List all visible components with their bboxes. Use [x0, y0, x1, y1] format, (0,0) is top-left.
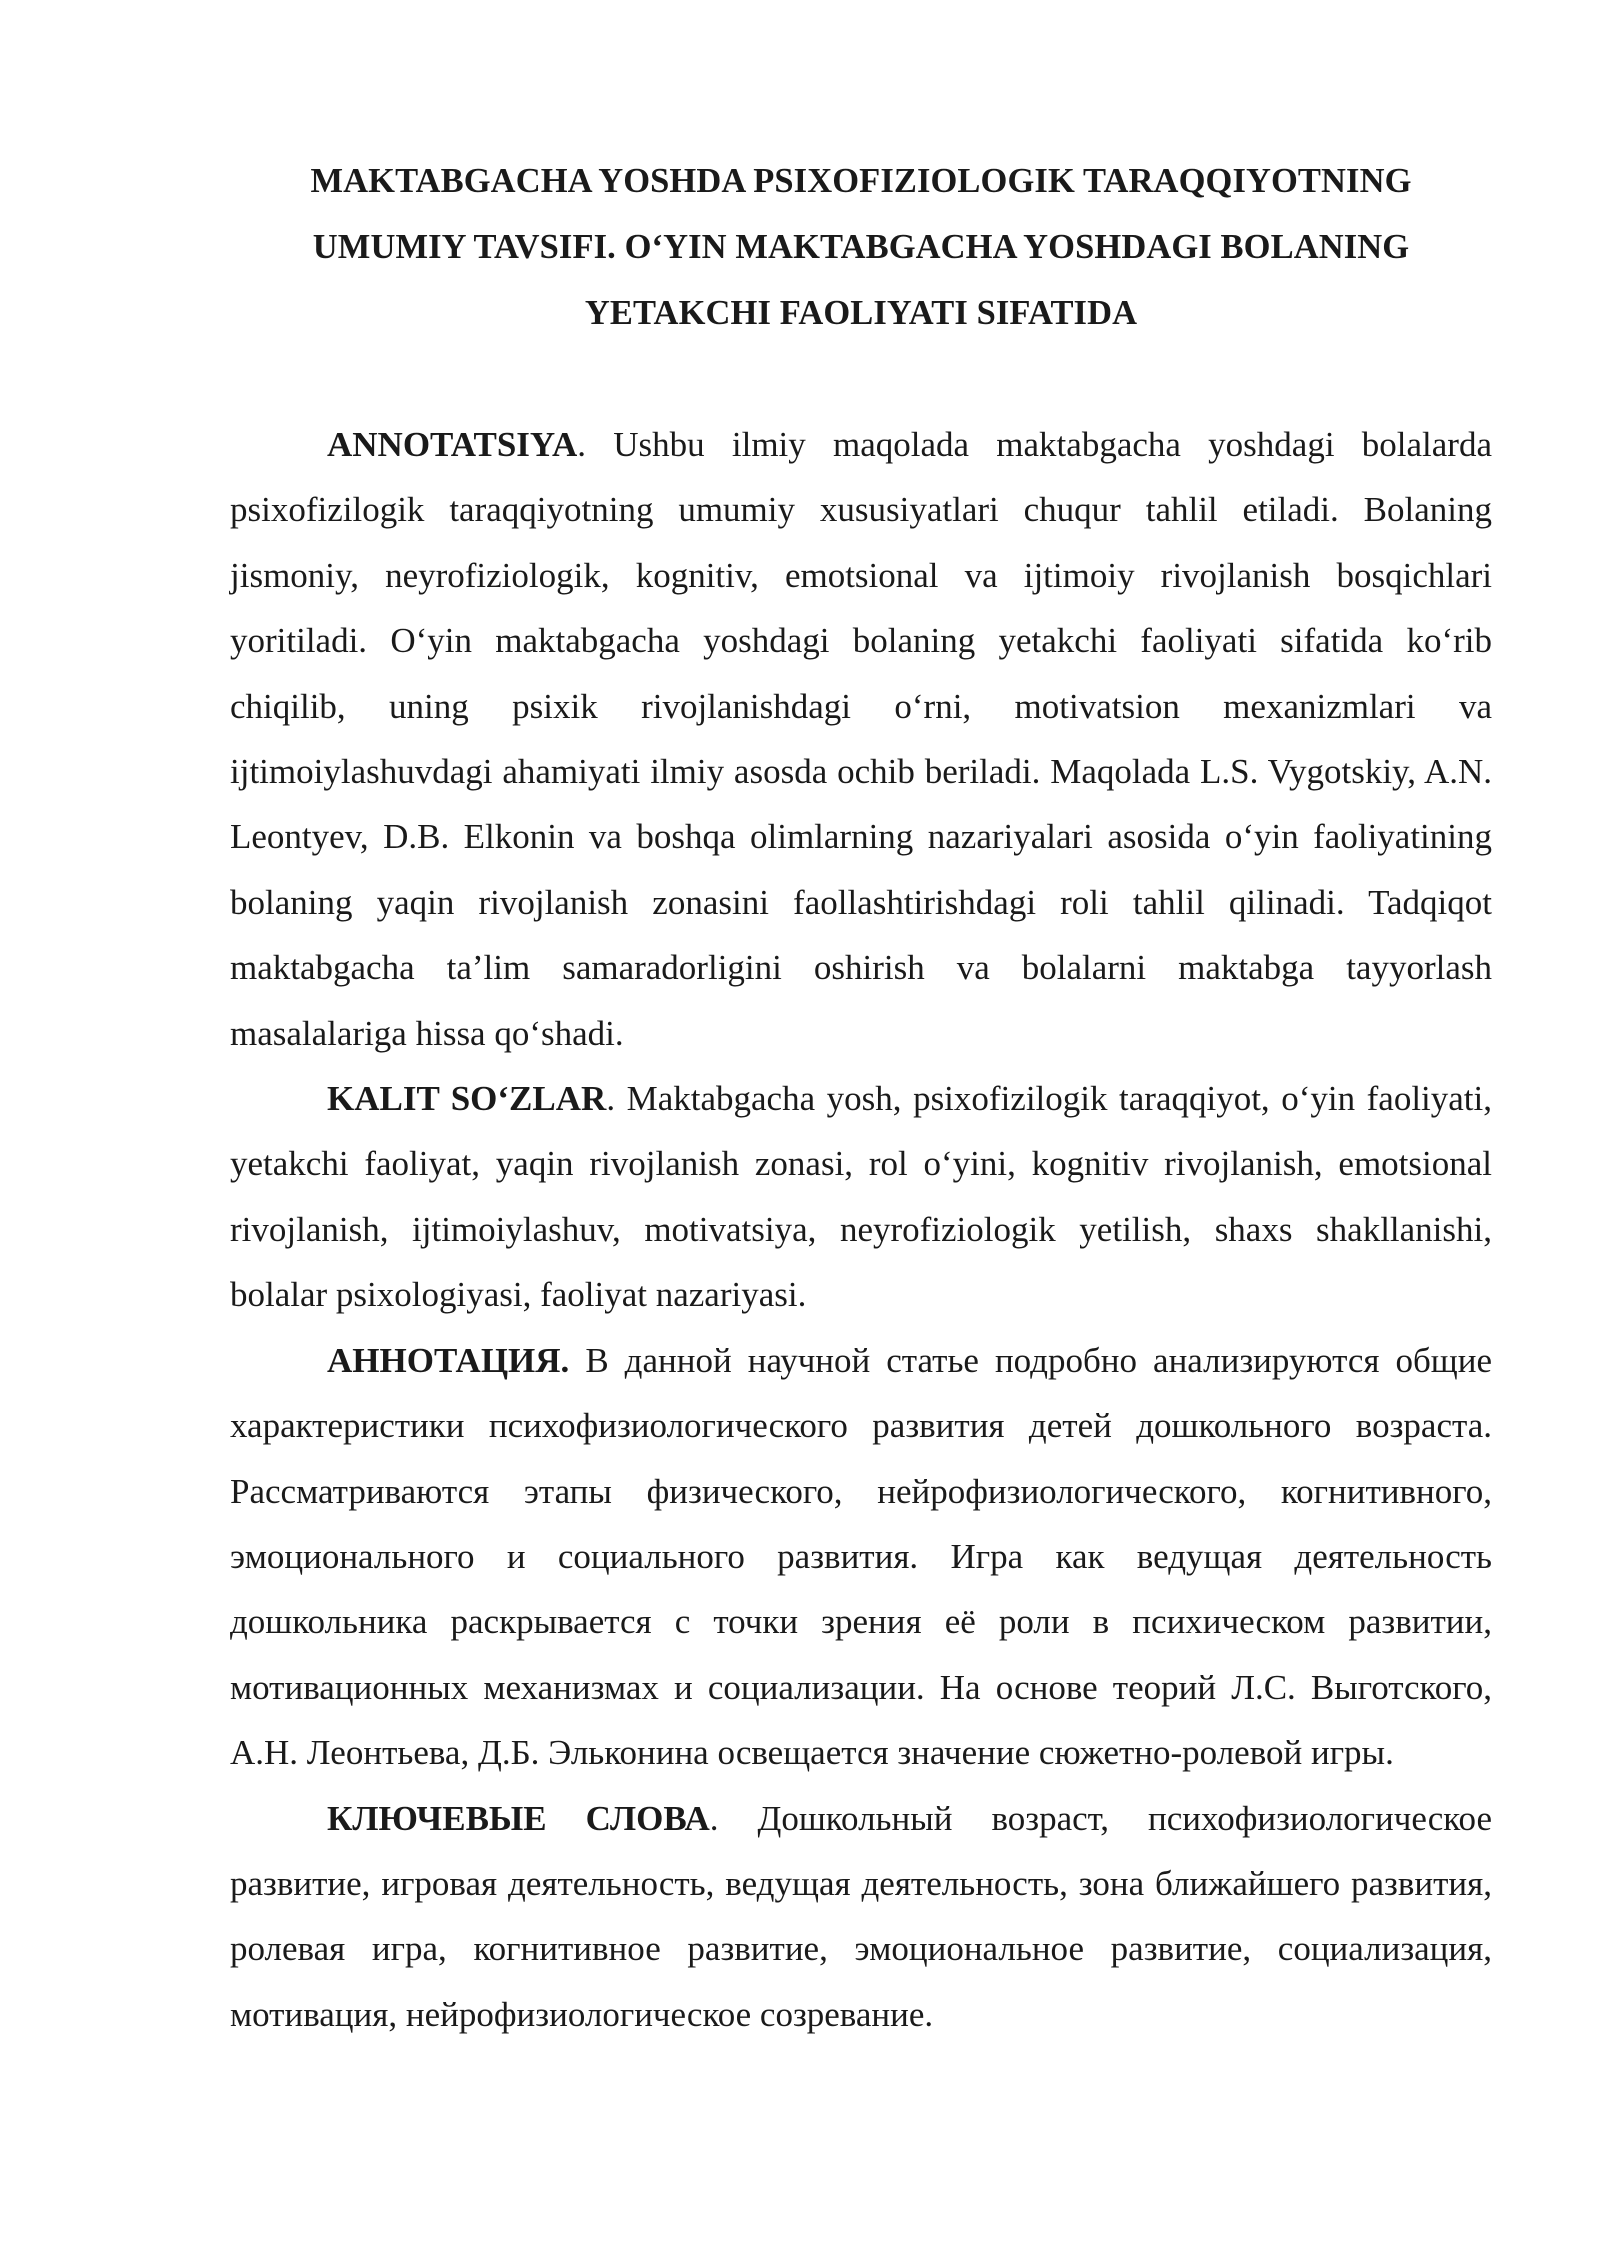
- title-line-2: UMUMIY TAVSIFI. O‘YIN MAKTABGACHA YOSHDAGI BOLANING: [312, 228, 1410, 266]
- keywords-uz: [230, 1066, 1492, 1328]
- keywords-ru: [230, 1786, 1492, 2048]
- keywords-ru-text: . Дошкольный возраст, психофизиологическое развитие, игровая деятельность, ведущая деятельность, зона ближайшего развития, ролевая игра, когнитивное развитие, эмоциональное развитие, социализация, мотивация, нейрофизиологическое созревание.: [230, 1798, 1492, 2034]
- keywords-uz-text: . Maktabgacha yosh, psixofizilogik taraqqiyot, o‘yin faoliyati, yetakchi faoliyat, yaqin rivojlanish zonasi, rol o‘yini, kognitiv rivojlanish, emotsional rivojlanish, ijtimoiylashuv, motivatsiya, neyrofiziologik yetilish, shaxs shakllanishi, bolalar psixologiyasi, faoliyat nazariyasi.: [230, 1079, 1493, 1315]
- abstract-ru-text: В данной научной статье подробно анализируются общие характеристики психофизиологического развития детей дошкольного возраста. Рассматриваются этапы физического, нейрофизиологического, когнитивного, эмоционального и социального развития. Игра как ведущая деятельность дошкольника раскрывается с точки зрения её роли в психическом развитии, мотивационных механизмах и социализации. На основе теорий Л.С. Выготского, А.Н. Леонтьева, Д.Б. Эльконина освещается значение сюжетно-ролевой игры.: [230, 1340, 1492, 1773]
- document-page: [230, 0, 1492, 2047]
- keywords-uz-label: KALIT SO‘ZLAR: [327, 1079, 607, 1119]
- article-title: [230, 148, 1492, 346]
- keywords-ru-label: КЛЮЧЕВЫЕ СЛОВА: [327, 1798, 710, 1838]
- abstract-uz-text: . Ushbu ilmiy maqolada maktabgacha yoshdagi bolalarda psixofizilogik taraqqiyotning umumiy xususiyatlari chuqur tahlil etiladi. Bolaning jismoniy, neyrofiziologik, kognitiv, emotsional va ijtimoiy rivojlanish bosqichlari yoritiladi. O‘yin maktabgacha yoshdagi bolaning yetakchi faoliyati sifatida ko‘rib chiqilib, uning psixik rivojlanishdagi o‘rni, motivatsion mexanizmlari va ijtimoiylashuvdagi ahamiyati ilmiy asosda ochib beriladi. Maqolada L.S. Vygotskiy, A.N. Leontyev, D.B. Elkonin va boshqa olimlarning nazariyalari asosida o‘yin faoliyatining bolaning yaqin rivojlanish zonasini faollashtirishdagi roli tahlil qilinadi. Tadqiqot maktabgacha ta’lim samaradorligini oshirish va bolalarni maktabga tayyorlash masalalariga hissa qo‘shadi.: [230, 425, 1492, 1053]
- abstract-uz-label: ANNOTATSIYA: [327, 425, 578, 464]
- abstract-uz: [230, 412, 1492, 1066]
- title-line-3: YETAKCHI FAOLIYATI SIFATIDA: [584, 294, 1138, 332]
- abstract-ru: [230, 1328, 1492, 1786]
- abstract-ru-label: АННОТАЦИЯ.: [327, 1340, 570, 1380]
- title-line-1: MAKTABGACHA YOSHDA PSIXOFIZIOLOGIK TARAQQIYOTNING: [310, 162, 1412, 200]
